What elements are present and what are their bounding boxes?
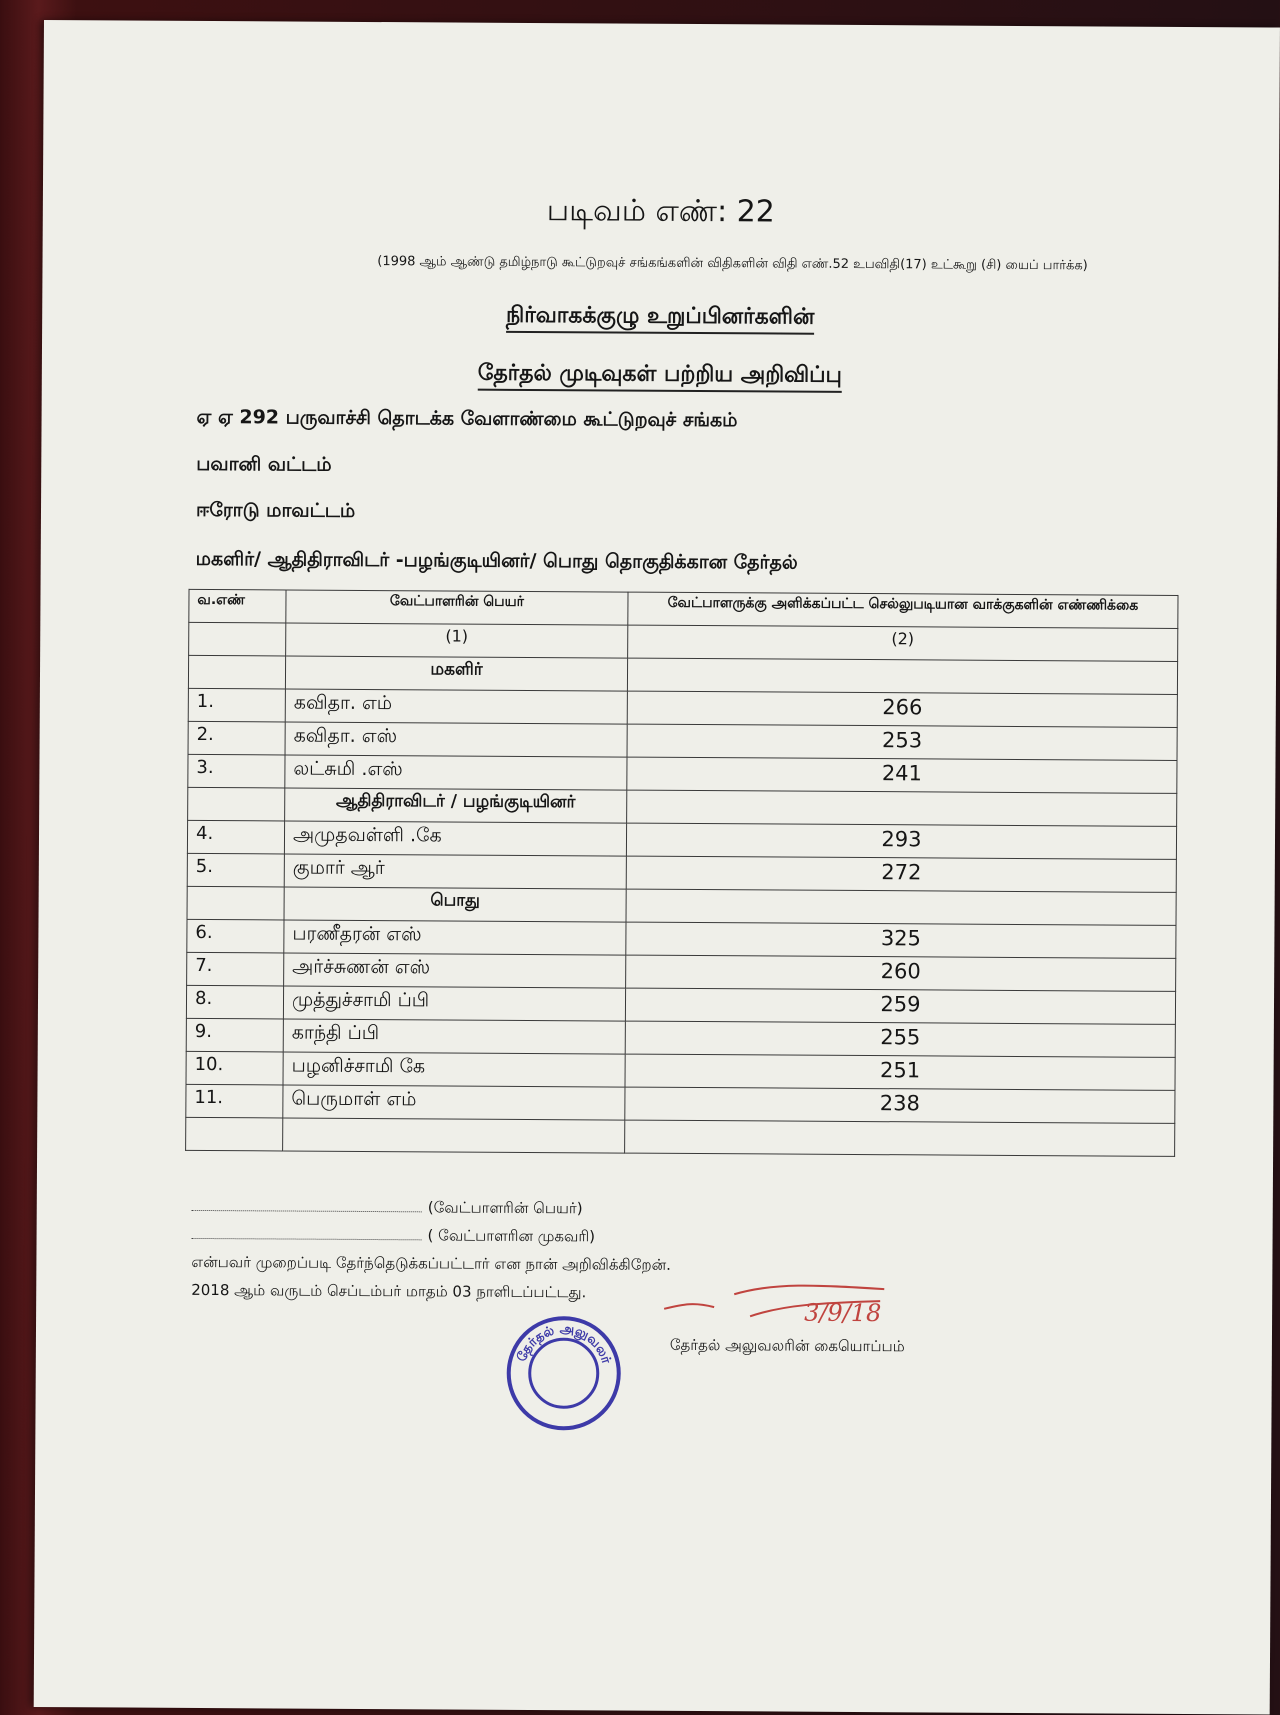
column-number-1: (1) [286,623,628,658]
candidate-name: அமுதவள்ளி .கே [284,821,626,856]
vote-count: 238 [625,1087,1175,1123]
empty-row [186,1117,1175,1156]
taluk: பவானி வட்டம் [196,452,332,476]
vote-count: 259 [625,988,1175,1024]
candidate-name: கவிதா. எம் [285,689,627,724]
section-label: பொது [284,887,626,922]
svg-text:3/9/18: 3/9/18 [804,1298,882,1328]
candidate-name-line: (வேட்பாளரின் பெயர்) [192,1197,583,1219]
serial-number: 7. [187,952,284,986]
notice-paper [34,20,1280,1715]
district: ஈரோடு மாவட்டம் [195,498,356,522]
serial-number: 4. [187,820,284,854]
header-candidate-name: வேட்பாளரின் பெயர் [286,590,628,625]
vote-count: 293 [626,823,1176,859]
date-line: 2018 ஆம் வருடம் செப்டம்பர் மாதம் 03 நாளிடப்பட்டது. [191,1280,587,1302]
serial-number: 8. [186,985,283,1019]
official-seal [503,1313,624,1434]
candidate-name: அர்ச்சுணன் எஸ் [284,953,626,988]
results-table [185,589,1178,1157]
vote-count: 253 [627,724,1177,760]
serial-number: 2. [188,721,285,755]
vote-count: 241 [627,757,1177,793]
heading-committee: நிர்வாகக்குழு உறுப்பினர்களின் [42,300,1278,336]
candidate-name: பழனிச்சாமி கே [283,1052,625,1087]
serial-number: 11. [186,1084,283,1118]
header-valid-votes: வேட்பாளருக்கு அளிக்கப்பட்ட செல்லுபடியான வாக்குகளின் எண்ணிக்கை [628,592,1178,628]
serial-number: 1. [188,688,285,722]
candidate-name: குமார் ஆர் [284,854,626,889]
candidate-name: காந்தி ப்பி [283,1019,625,1054]
vote-count: 266 [627,691,1177,727]
serial-number: 9. [186,1018,283,1052]
vote-count: 325 [626,922,1176,958]
candidate-name: கவிதா. எஸ் [285,722,627,757]
candidate-name: பரணீதரன் எஸ் [284,920,626,955]
candidate-name: லட்சுமி .எஸ் [285,755,627,790]
serial-number: 6. [187,919,284,953]
column-number-2: (2) [628,625,1178,661]
election-type: மகளிர்/ ஆதிதிராவிடர் -பழங்குடியினர்/ பொது தொகுதிக்கான தேர்தல் [195,547,798,574]
candidate-name: முத்துச்சாமி ப்பி [283,986,625,1021]
vote-count: 260 [626,955,1176,991]
vote-count: 255 [625,1021,1175,1057]
vote-count: 272 [626,856,1176,892]
header-serial: வ.எண் [189,589,286,623]
serial-number: 5. [187,853,284,887]
society-name: ஏ ஏ 292 பருவாச்சி தொடக்க வேளாண்மை கூட்டுறவுச் சங்கம் [196,405,738,432]
handwritten-signature [654,1274,914,1346]
declaration: என்பவர் முறைப்படி தேர்ந்தெடுக்கப்பட்டார் என நான் அறிவிக்கிறேன். [191,1252,671,1274]
vote-count: 251 [625,1054,1175,1090]
serial-number: 10. [186,1051,283,1085]
signature-caption: தேர்தல் அலுவலரின் கையொப்பம் [669,1335,905,1356]
serial-number: 3. [188,754,285,788]
section-label: ஆதிதிராவிடர் / பழங்குடியினர் [285,788,627,823]
section-label: மகளிர் [285,656,627,691]
candidate-name: பெருமாள் எம் [283,1085,625,1120]
candidate-address-line: ( வேட்பாளரின முகவரி) [192,1225,596,1247]
heading-results: தேர்தல் முடிவுகள் பற்றிய அறிவிப்பு [42,358,1278,394]
svg-text:தேர்தல் அலுவலர்: தேர்தல் அலுவலர் [514,1321,614,1366]
rule-reference: (1998 ஆம் ஆண்டு தமிழ்நாடு கூட்டுறவுச் சங்கங்களின் விதிகளின் விதி எண்.52 உபவிதி(17) உட்கூறு (சி) யைப் பார்க்க) [377,254,1088,274]
form-title: படிவம் எண்: 22 [546,193,775,230]
